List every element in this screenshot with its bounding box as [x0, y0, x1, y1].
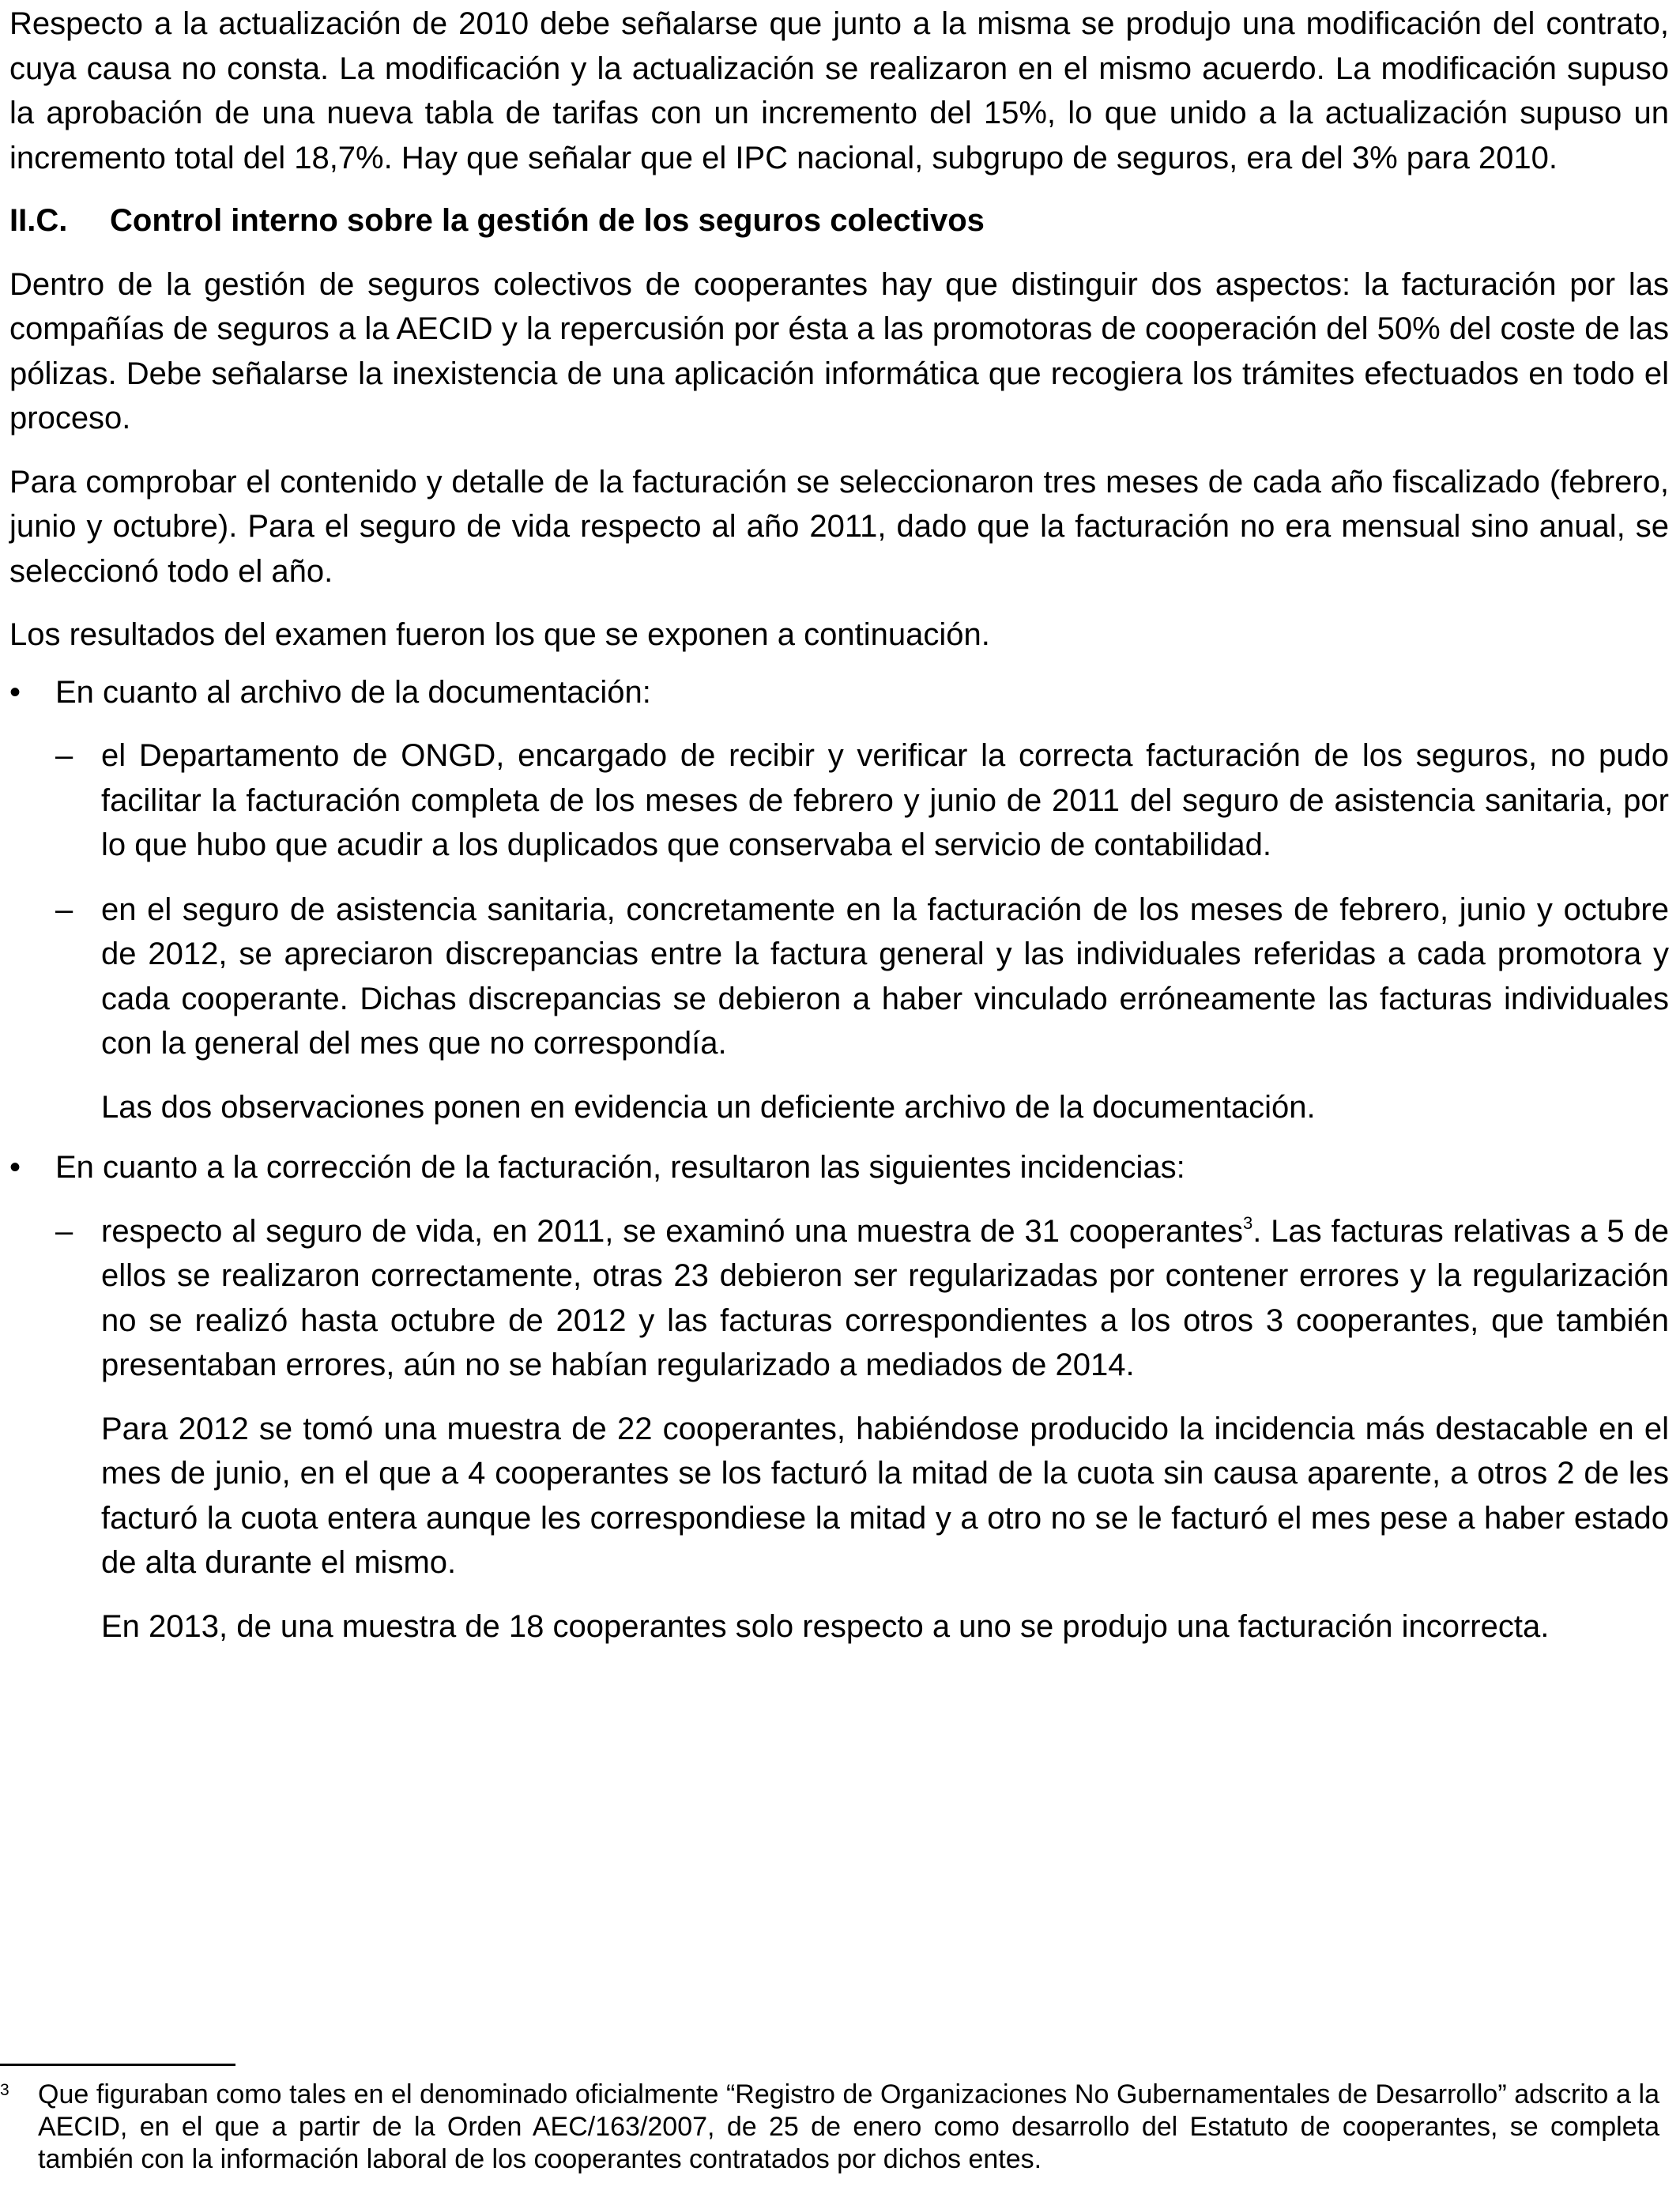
dash-item [9, 1209, 1669, 1388]
paragraph-muestra-2013: En 2013, de una muestra de 18 cooperantes solo respecto a uno se produjo una facturación incorrecta. [101, 1608, 1550, 1644]
bullet-correccion [9, 1145, 1669, 1190]
section-number: II.C. [9, 203, 68, 238]
dash-text: el Departamento de ONGD, encargado de recibir y verificar la correcta facturación de los seguros, no pudo facilitar la facturación completa de los meses de febrero y junio de 2011 del seguro de asistencia sanitaria, por lo que hubo que acudir a los duplicados que conservaba el servicio de contabilidad. [101, 738, 1669, 862]
footnote-reference[interactable]: 3 [1242, 1212, 1253, 1233]
section-title: Control interno sobre la gestión de los seguros colectivos [110, 203, 985, 238]
paragraph-resultados: Los resultados del examen fueron los que se exponen a continuación. [9, 617, 990, 652]
dash-mark: – [55, 738, 73, 773]
dash-text-before-ref: respecto al seguro de vida, en 2011, se examinó una muestra de 31 cooperantes [101, 1213, 1243, 1249]
bullet-text: En cuanto al archivo de la documentación: [55, 674, 651, 710]
paragraph-actualizacion-2010: Respecto a la actualización de 2010 debe señalarse que junto a la misma se produjo una modificación del contrato, cuya causa no consta. La modificación y la actualización se realizaron en el mismo acuerdo. La modificación supuso la aprobación de una nueva tabla de tarifas con un incremento del 15%, lo que unido a la actualización supuso un incremento total del 18,7%. Hay que señalar que el IPC nacional, subgrupo de seguros, era del 3% para 2010. [9, 6, 1669, 175]
document-page [9, 0, 1669, 1649]
footnote-text: Que figuraban como tales en el denominado oficialmente “Registro de Organizaciones No Gubernamentales de Desarrollo” adscrito a la AECID, en el que a partir de la Orden AEC/163/2007, de 25 de enero como desarrollo del Estatuto de cooperantes, se completa también con la información laboral de los cooperantes contratados por dichos entes. [38, 2079, 1659, 2174]
paragraph-muestra-2012: Para 2012 se tomó una muestra de 22 cooperantes, habiéndose producido la incidencia más destacable en el mes de junio, en el que a 4 cooperantes se los facturó la mitad de la cuota sin causa aparente, a otros 2 de les facturó la cuota entera aunque les correspondiese la mitad y a otro no se le facturó el mes pese a haber estado de alta durante el mismo. [101, 1411, 1669, 1580]
dash-text-after-ref: . Las facturas relativas a 5 de ellos se realizaron correctamente, otras 23 debieron ser regularizadas por contener errores y la regularización no se realizó hasta octubre de 2012 y las facturas correspondientes a los otros 3 cooperantes, que también presentaban errores, aún no se habían regularizado a mediados de 2014. [101, 1213, 1669, 1382]
dash-text: en el seguro de asistencia sanitaria, concretamente en la facturación de los meses de febrero, junio y octubre de 2012, se apreciaron discrepancias entre la factura general y las individuales referidas a cada promotora y cada cooperante. Dichas discrepancias se debieron a haber vinculado erróneamente las facturas individuales con la general del mes que no correspondía. [101, 892, 1669, 1061]
dash-mark: – [55, 892, 73, 927]
dash-item [9, 888, 1669, 1066]
bullet-mark: • [9, 1150, 21, 1185]
dash-mark: – [55, 1213, 73, 1249]
dash-item [9, 733, 1669, 868]
footnote [0, 2079, 1659, 2176]
bullet-mark: • [9, 674, 21, 710]
closing-observation: Las dos observaciones ponen en evidencia un deficiente archivo de la documentación. [101, 1089, 1316, 1125]
dash-text [101, 1209, 1669, 1388]
paragraph-comprobacion-facturacion: Para comprobar el contenido y detalle de la facturación se seleccionaron tres meses de cada año fiscalizado (febrero, junio y octubre). Para el seguro de vida respecto al año 2011, dado que la facturación no era mensual sino anual, se seleccionó todo el año. [9, 464, 1669, 589]
section-heading [9, 198, 1669, 243]
bullet-archivo [9, 670, 1669, 715]
footnote-mark: 3 [0, 2081, 9, 2099]
footnote-separator [0, 2064, 235, 2066]
bullet-text: En cuanto a la corrección de la facturación, resultaron las siguientes incidencias: [55, 1150, 1185, 1185]
paragraph-gestion-seguros: Dentro de la gestión de seguros colectivos de cooperantes hay que distinguir dos aspectos: la facturación por las compañías de seguros a la AECID y la repercusión por ésta a las promotoras de cooperación del 50% del coste de las pólizas. Debe señalarse la inexistencia de una aplicación informática que recogiera los trámites efectuados en todo el proceso. [9, 266, 1669, 435]
